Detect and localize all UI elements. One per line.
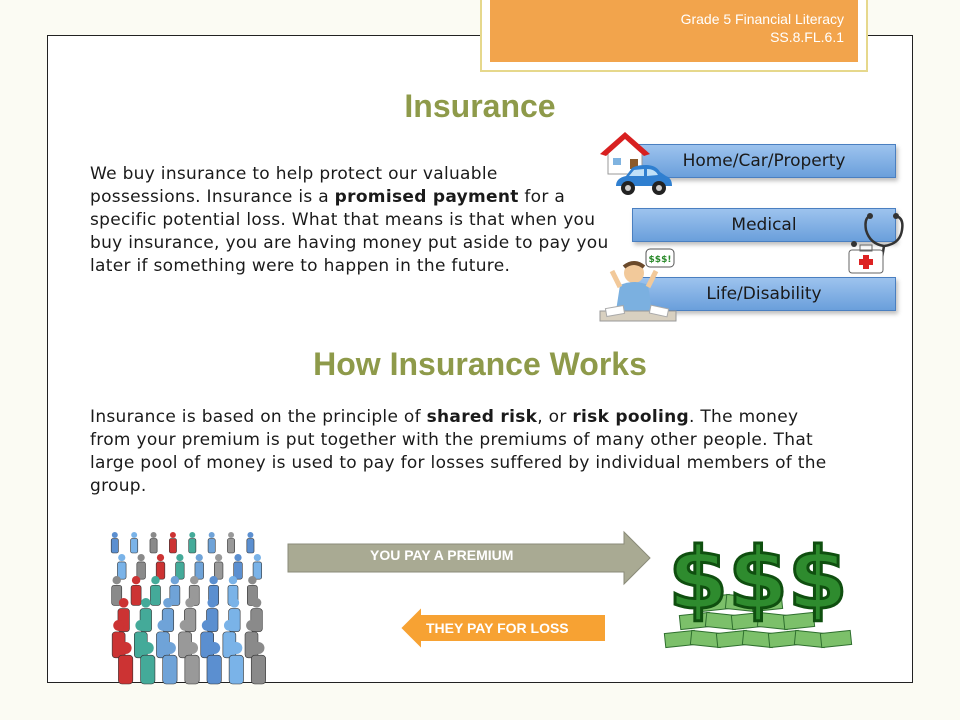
medkit-icon bbox=[848, 244, 884, 274]
how-insurance-works-paragraph: Insurance is based on the principle of shared risk, or risk pooling. The money from your premium is put together with the premiums of many other people. That large pool of money is used to pay for losses suffered by individual members of the group. bbox=[90, 407, 827, 496]
crowd-person bbox=[189, 532, 196, 553]
crowd-person bbox=[150, 576, 160, 605]
money-stack-icon bbox=[660, 530, 850, 660]
crowd-person bbox=[131, 532, 138, 553]
crowd-person bbox=[150, 532, 157, 553]
section-title-insurance: Insurance bbox=[404, 88, 556, 124]
header-grade: Grade 5 Financial Literacy bbox=[680, 11, 844, 27]
crowd-person bbox=[163, 642, 177, 684]
crowd-person bbox=[131, 576, 141, 605]
svg-text:$$$!: $$$! bbox=[648, 255, 672, 265]
header-tab bbox=[480, 0, 868, 72]
crowd-person bbox=[111, 532, 118, 553]
header-standard: SS.8.FL.6.1 bbox=[770, 29, 844, 45]
category-life-disability: Life/Disability bbox=[632, 277, 896, 311]
header-text bbox=[681, 10, 844, 46]
crowd-person bbox=[137, 554, 146, 579]
car-icon bbox=[612, 164, 674, 198]
money-dollar-signs: $$$ bbox=[668, 529, 848, 629]
loss-arrow-label: THEY PAY FOR LOSS bbox=[426, 620, 569, 636]
category-home-car-property: Home/Car/Property bbox=[632, 144, 896, 178]
crowd-person bbox=[251, 642, 265, 684]
crowd-person bbox=[208, 532, 215, 553]
crowd-person bbox=[141, 642, 155, 684]
category-medical: Medical bbox=[632, 208, 896, 242]
crowd-person bbox=[214, 554, 223, 579]
premium-arrow-label: YOU PAY A PREMIUM bbox=[370, 547, 514, 563]
crowd-person bbox=[117, 554, 126, 579]
crowd-person bbox=[185, 642, 199, 684]
crowd-person bbox=[229, 642, 243, 684]
crowd-person bbox=[169, 532, 176, 553]
crowd-icon bbox=[100, 524, 270, 670]
insurance-paragraph: We buy insurance to help protect our valuable possessions. Insurance is a promised payment for a specific potential loss. What that means is that when you buy insurance, you are having money put aside to pay you later if something were to happen in the future. bbox=[90, 164, 609, 276]
crowd-person bbox=[195, 554, 204, 579]
crowd-person bbox=[247, 532, 254, 553]
crowd-person bbox=[118, 642, 132, 684]
crowd-person bbox=[156, 554, 165, 579]
section-title-how-insurance-works: How Insurance Works bbox=[313, 346, 647, 382]
crowd-person bbox=[234, 554, 243, 579]
crowd-person bbox=[207, 642, 221, 684]
crowd-person bbox=[227, 532, 234, 553]
money-bill bbox=[820, 630, 851, 647]
stressed-man-icon bbox=[598, 245, 678, 329]
crowd-person bbox=[253, 554, 262, 579]
crowd-person bbox=[176, 554, 185, 579]
